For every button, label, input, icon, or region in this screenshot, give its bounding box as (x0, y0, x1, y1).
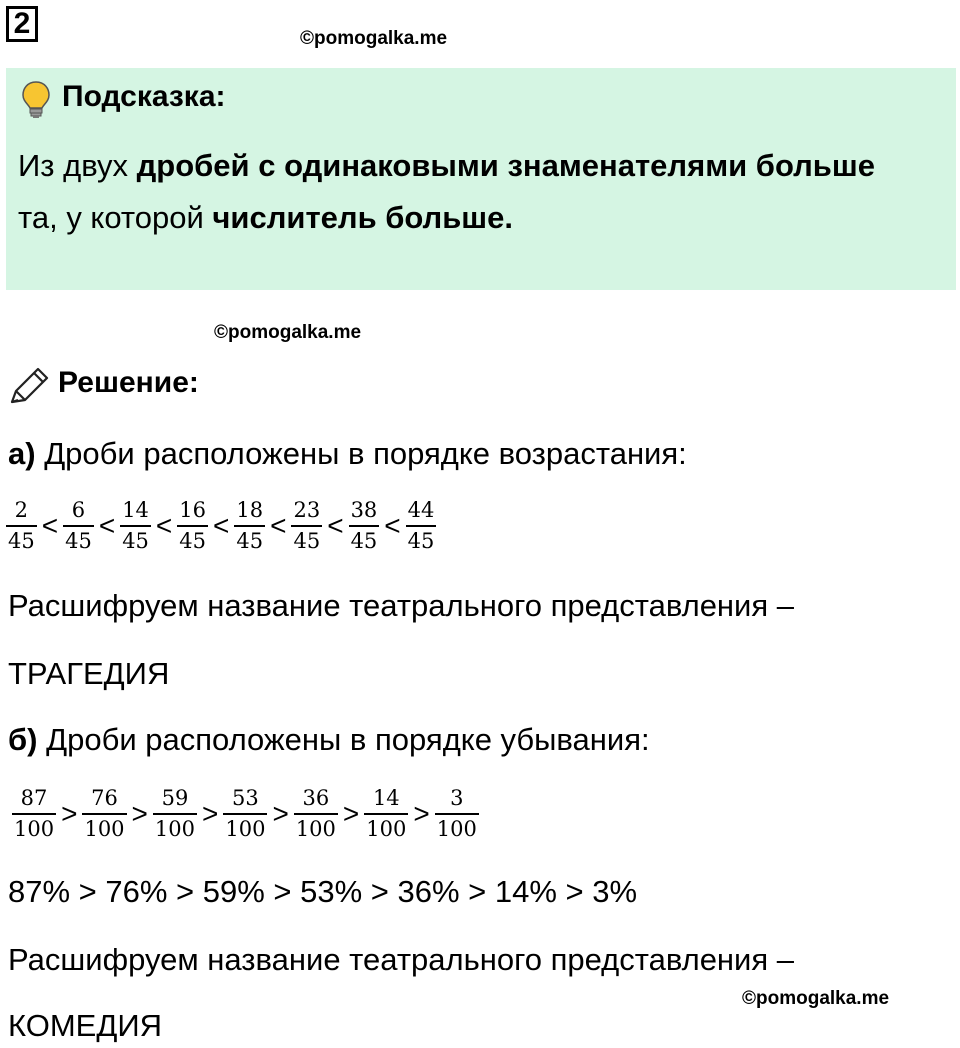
comparison-operator: < (155, 510, 173, 541)
part-a-text: Дроби расположены в порядке возрастания: (35, 436, 687, 471)
fraction (234, 500, 265, 552)
fraction (406, 500, 437, 552)
fraction (12, 788, 56, 840)
part-b-heading (8, 722, 650, 758)
comparison-operator: < (213, 510, 230, 541)
comparison-operator: > (61, 798, 78, 829)
fraction-denominator: 45 (65, 529, 92, 553)
fraction (435, 788, 479, 840)
fraction (120, 500, 151, 552)
fraction-denominator: 100 (154, 817, 195, 841)
comparison-operator: > (342, 798, 360, 829)
comparison-operator: < (270, 510, 287, 541)
hint-line-2 (18, 200, 513, 236)
fraction-numerator: 2 (14, 498, 29, 522)
fraction (349, 500, 380, 552)
comparison-operator: > (131, 798, 148, 829)
comparison-operator: < (41, 510, 59, 541)
fraction-denominator: 45 (350, 529, 378, 553)
fraction-denominator: 100 (436, 817, 477, 841)
fraction (294, 788, 338, 840)
fraction (223, 788, 267, 840)
pencil-icon (8, 366, 50, 406)
fraction-numerator: 14 (122, 498, 149, 522)
comparison-operator: < (98, 510, 116, 541)
fraction-numerator: 36 (302, 786, 330, 810)
fraction (364, 788, 408, 840)
part-b-answer: КОМЕДИЯ (8, 1008, 162, 1043)
fraction (6, 500, 37, 552)
hint-line-1 (18, 148, 875, 184)
fractions-ascending (6, 500, 436, 552)
solution-title: Решение: (58, 366, 199, 399)
fraction-numerator: 18 (236, 498, 264, 522)
fractions-descending (12, 788, 479, 840)
fraction-denominator: 45 (122, 529, 149, 553)
comparison-operator: > (202, 798, 219, 829)
fraction-denominator: 45 (179, 529, 207, 553)
part-b-marker: б) (8, 722, 38, 757)
fraction-denominator: 100 (84, 817, 125, 841)
part-a-answer: ТРАГЕДИЯ (8, 656, 170, 691)
fraction-numerator: 53 (232, 786, 259, 810)
part-b-decode-text: Расшифруем название театрального представления – (8, 942, 795, 977)
percent-line: 87% > 76% > 59% > 53% > 36% > 14% > 3% (8, 874, 638, 909)
fraction-numerator: 59 (161, 786, 189, 810)
part-a-marker: а) (8, 436, 36, 471)
fraction-numerator: 14 (372, 786, 400, 810)
fraction-numerator: 87 (20, 786, 48, 810)
part-b-text: Дроби расположены в порядке убывания: (37, 722, 650, 757)
watermark-bottom: ©pomogalka.me (742, 988, 890, 1009)
fraction (63, 500, 94, 552)
fraction-numerator: 38 (350, 498, 378, 522)
fraction (291, 500, 322, 552)
hint-title: Подсказка: (62, 80, 226, 113)
hint-line-1-bold: дробей с одинаковыми знаменателями больше (136, 148, 875, 183)
fraction-denominator: 45 (236, 529, 264, 553)
task-number: 2 (6, 6, 38, 42)
fraction (153, 788, 197, 840)
fraction-denominator: 45 (407, 529, 435, 553)
fraction (177, 500, 208, 552)
fraction-denominator: 100 (14, 817, 55, 841)
fraction-numerator: 44 (407, 498, 435, 522)
comparison-operator: > (272, 798, 289, 829)
watermark-top: ©pomogalka.me (300, 28, 448, 49)
hint-line-2-bold: числитель больше. (212, 200, 513, 235)
fraction (82, 788, 126, 840)
part-a-decode-text: Расшифруем название театрального представления – (8, 588, 795, 623)
lightbulb-icon (20, 80, 52, 120)
fraction-numerator: 16 (179, 498, 207, 522)
comparison-operator: < (384, 510, 401, 541)
fraction-numerator: 6 (71, 498, 86, 522)
comparison-operator: < (327, 510, 344, 541)
fraction-denominator: 100 (366, 817, 407, 841)
fraction-numerator: 23 (293, 498, 321, 522)
fraction-denominator: 100 (295, 817, 336, 841)
hint-line-1-text: Из двух (18, 148, 137, 183)
comparison-operator: > (413, 798, 430, 829)
fraction-numerator: 3 (450, 786, 464, 810)
part-a-heading (8, 436, 687, 472)
fraction-denominator: 100 (225, 817, 266, 841)
fraction-denominator: 45 (293, 529, 321, 553)
watermark-middle: ©pomogalka.me (214, 322, 362, 343)
fraction-denominator: 45 (8, 529, 35, 553)
fraction-numerator: 76 (91, 786, 118, 810)
hint-line-2-text: та, у которой (18, 200, 213, 235)
